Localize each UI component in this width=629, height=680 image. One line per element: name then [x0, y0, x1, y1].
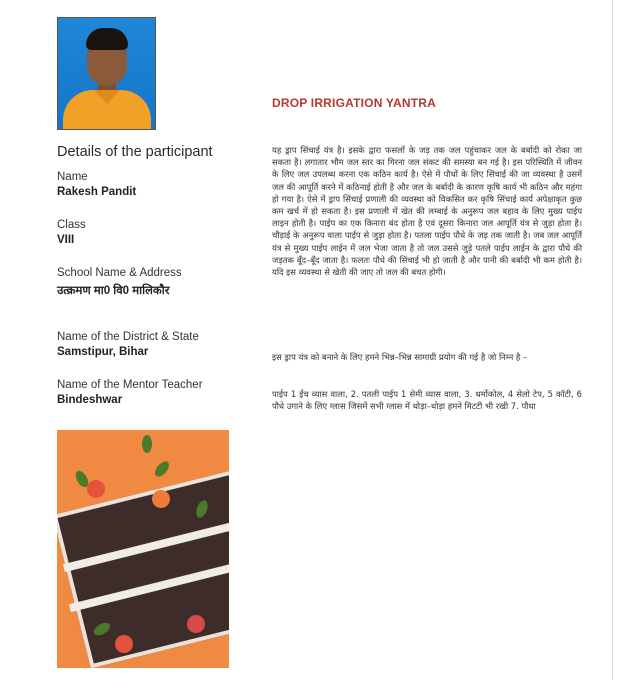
- mentor-name: Bindeshwar: [57, 394, 123, 406]
- name-label: Name: [57, 171, 88, 183]
- materials-list-paragraph: पाईप 1 ईंच व्यास वाला, 2. पतली पाईप 1 सेमी व्यास वाला, 3. थर्मोकोल, 4 सेलो टेप, 5 कॉटी, 6 पौधे उगाने के लिए ग्लास जिसमें सभी ग्लास में थोड़ा–थोड़ा हमने मिटटी भी रखी 7. पौधा: [272, 389, 582, 412]
- participant-class: VIII: [57, 234, 75, 246]
- project-model-photo: [57, 430, 229, 668]
- class-label: Class: [57, 219, 86, 231]
- participant-district: Samstipur, Bihar: [57, 346, 149, 358]
- participant-section-heading: Details of the participant: [57, 144, 213, 160]
- school-label: School Name & Address: [57, 267, 182, 279]
- materials-intro-paragraph: इस ड्राप यंत्र को बनाने के लिए हमने भिन्न–भिन्न सामाग्री प्रयोग की गई है जो निम्न है –: [272, 352, 528, 362]
- participant-school: उत्क्रमण मा0 वि0 मालिकौर: [57, 285, 170, 297]
- district-label: Name of the District & State: [57, 331, 199, 343]
- description-paragraph: यह ड्राप सिंचाई यंत्र है। इसके द्वारा फसलों के जड़ तक जल पहुंचाकर जल के बर्बादी को रोका जा सकता है। लगातार भौम जल स्तर का गिरना जल संकट की समस्या बन गई है। इस परिस्थिति में जीवन के लिए जल उपलब्ध करना एक कठिन कार्य है। ऐसे में पौधों के लिए सिंचाई की जा व्यवस्था है उसमें जल की आपूर्ति करने में कठिनाई होती है और जल के बर्बादी के कारण कृषि कार्य भी कठिन और महंगा हो गया है। ऐसे में ड्राप सिंचाई प्रणाली की व्यवस्था को विकसित कर कृषि सिंचाई कार्य अपेक्षाकृत कुछ कम खर्च में हो सकता है। इस प्रणाली में खेत की लम्बाई के अनुरूप जल बहाव के लिए मुख्य पाईप लाइन होती है। पाईप का एक किनारा बंद होता है एवं दूसरा किनारा जल आपूर्ति यंत्र से जुड़ा होता है। चौड़ाई के अनुरूप वाला पाईप से जुड़ा होता है। पतला पाईप पौधे के जड़ तक जाती है। जब जल आपूर्ति यंत्र से मुख्य पाईप लाईन में जल भेजा जाता है तो जल उससे जुड़े पतले पाईप लाईन के द्वारा पौधे की जड़तक बूँद–बूँद जाता है। फलतः पौधे की सिंचाई भी हो जाती है और पानी की बर्बादी भी कम होती है। यदि इस व्यवस्था से खेती की जाए तो जल की बचत होगी।: [272, 145, 582, 278]
- mentor-label: Name of the Mentor Teacher: [57, 379, 203, 391]
- page-edge: [612, 0, 613, 680]
- project-title: DROP IRRIGATION YANTRA: [272, 96, 436, 110]
- participant-photo: [57, 17, 156, 130]
- participant-name: Rakesh Pandit: [57, 186, 137, 198]
